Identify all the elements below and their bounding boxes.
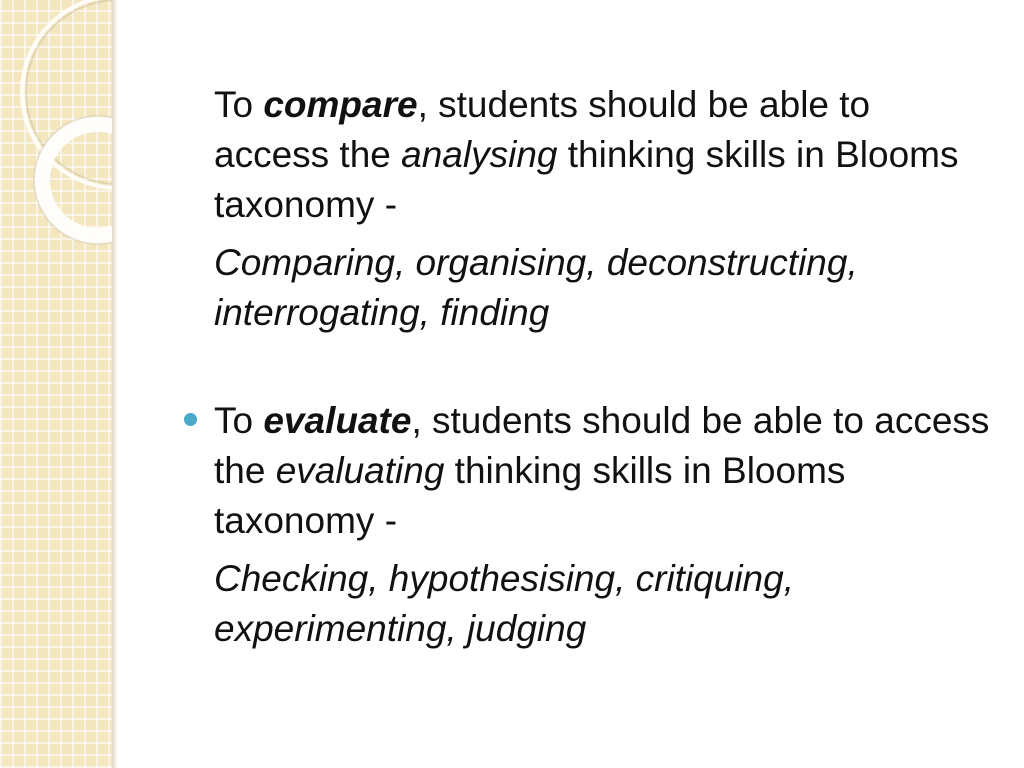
evaluate-rest: , students should be able to access the <box>214 400 990 491</box>
evaluate-suffix: thinking skills in Blooms taxonomy - <box>214 450 846 541</box>
evaluate-statement <box>182 396 992 546</box>
evaluate-examples: Checking, hypothesising, critiquing, experimenting, judging <box>214 558 794 649</box>
compare-examples: Comparing, organising, deconstructing, interrogating, finding <box>214 242 858 333</box>
compare-skill: analysing <box>401 134 558 175</box>
slide-body <box>182 80 992 654</box>
compare-statement <box>182 80 992 230</box>
bullet-icon <box>184 413 197 426</box>
evaluate-skill: evaluating <box>275 450 445 491</box>
compare-suffix: thinking skills in Blooms taxonomy - <box>214 134 959 225</box>
decorative-side-strip <box>0 0 112 768</box>
compare-keyword: compare <box>263 84 418 125</box>
evaluate-keyword: evaluate <box>263 400 412 441</box>
spacer <box>182 338 992 396</box>
compare-prefix: To <box>214 84 264 125</box>
side-strip-edge-shadow <box>112 0 118 768</box>
evaluate-prefix: To <box>214 400 264 441</box>
compare-rest: , students should be able to access the <box>214 84 871 175</box>
decorative-rings <box>0 0 112 260</box>
